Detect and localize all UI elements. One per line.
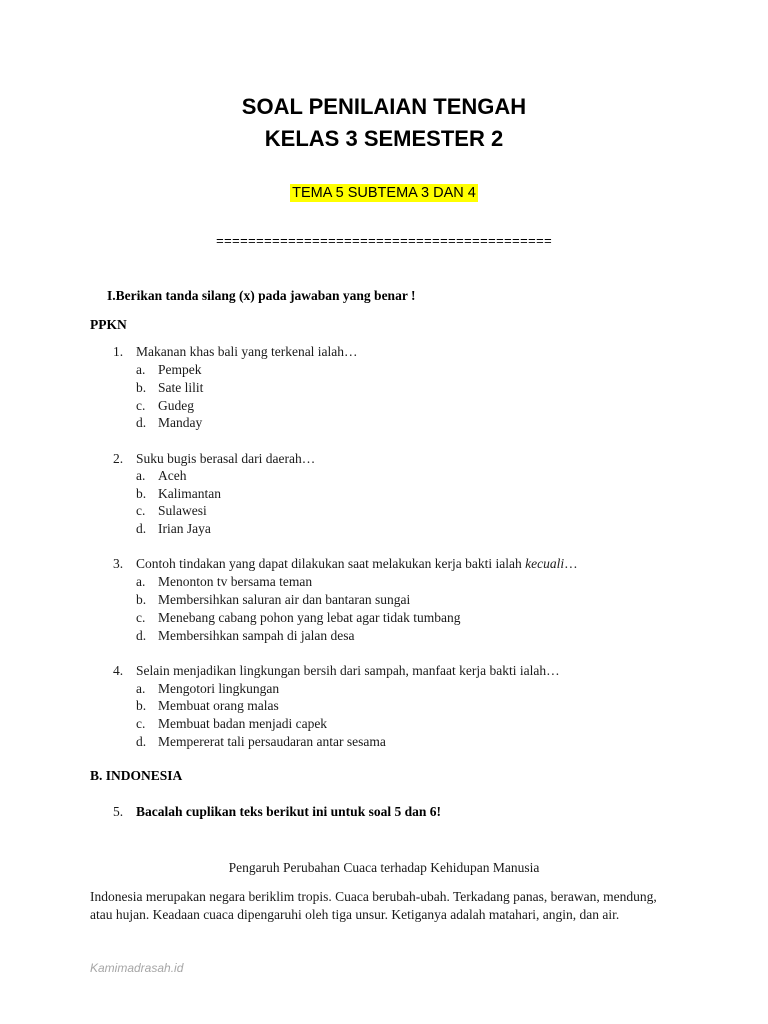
option-text: Manday — [158, 415, 203, 430]
option-text: Kalimantan — [158, 486, 221, 501]
page-title-line2: KELAS 3 SEMESTER 2 — [264, 126, 504, 151]
option-letter: a. — [136, 681, 146, 696]
subtitle-container — [0, 184, 768, 202]
question-text: Makanan khas bali yang terkenal ialah… — [136, 344, 358, 359]
section-heading-ppkn: PPKN — [90, 317, 127, 332]
reading-line: atau hujan. Keadaan cuaca dipengaruhi oleh tiga unsur. Ketiganya adalah matahari, angin, dan air. — [90, 907, 620, 922]
question-number: 3. — [113, 556, 124, 571]
option-letter: a. — [136, 574, 146, 589]
question-text-ellipsis: … — [564, 556, 578, 571]
option-text: Membuat badan menjadi capek — [158, 716, 328, 731]
option-text: Pempek — [158, 362, 202, 377]
question-text: Bacalah cuplikan teks berikut ini untuk soal 5 dan 6! — [136, 804, 441, 819]
option-letter: d. — [136, 521, 147, 536]
question-text — [136, 556, 578, 572]
question-number: 2. — [113, 451, 124, 466]
option-text: Irian Jaya — [158, 521, 211, 536]
question-text: Selain menjadikan lingkungan bersih dari sampah, manfaat kerja bakti ialah… — [136, 663, 560, 678]
option-letter: a. — [136, 468, 146, 483]
option-letter: d. — [136, 628, 147, 643]
option-text: Sulawesi — [158, 503, 207, 518]
option-text: Aceh — [158, 468, 187, 483]
reading-paragraph — [90, 888, 690, 924]
option-letter: b. — [136, 592, 147, 607]
option-text: Gudeg — [158, 398, 194, 413]
page-title-line1: SOAL PENILAIAN TENGAH — [241, 94, 527, 119]
option-text: Menebang cabang pohon yang lebat agar tidak tumbang — [158, 610, 461, 625]
question-text-emphasis: kecuali — [525, 556, 565, 571]
watermark-footer: Kamimadrasah.id — [90, 961, 184, 975]
option-letter: c. — [136, 398, 146, 413]
option-letter: c. — [136, 716, 146, 731]
question-number: 4. — [113, 663, 124, 678]
reading-line: Indonesia merupakan negara beriklim tropis. Cuaca berubah-ubah. Terkadang panas, berawan, mendung, — [90, 889, 657, 904]
question-text-main: Contoh tindakan yang dapat dilakukan saat melakukan kerja bakti ialah — [136, 556, 526, 571]
option-text: Mempererat tali persaudaran antar sesama — [158, 734, 386, 749]
reading-title: Pengaruh Perubahan Cuaca terhadap Kehidupan Manusia — [228, 860, 540, 875]
option-text: Menonton tv bersama teman — [158, 574, 313, 589]
option-text: Membersihkan sampah di jalan desa — [158, 628, 355, 643]
option-letter: b. — [136, 486, 147, 501]
option-letter: a. — [136, 362, 146, 377]
option-letter: d. — [136, 415, 147, 430]
instruction-text: I.Berikan tanda silang (x) pada jawaban yang benar ! — [107, 288, 416, 303]
question-number: 1. — [113, 344, 124, 359]
question-text: Suku bugis berasal dari daerah… — [136, 451, 316, 466]
option-text: Mengotori lingkungan — [158, 681, 280, 696]
option-letter: b. — [136, 380, 147, 395]
option-letter: c. — [136, 503, 146, 518]
option-text: Sate lilit — [158, 380, 204, 395]
option-letter: b. — [136, 698, 147, 713]
question-number: 5. — [113, 804, 124, 819]
option-text: Membersihkan saluran air dan bantaran sungai — [158, 592, 411, 607]
option-text: Membuat orang malas — [158, 698, 279, 713]
section-heading-indonesia: B. INDONESIA — [90, 768, 183, 783]
option-letter: d. — [136, 734, 147, 749]
divider-line: ========================================== — [215, 234, 553, 249]
option-letter: c. — [136, 610, 146, 625]
subtitle-highlight: TEMA 5 SUBTEMA 3 DAN 4 — [292, 185, 476, 201]
